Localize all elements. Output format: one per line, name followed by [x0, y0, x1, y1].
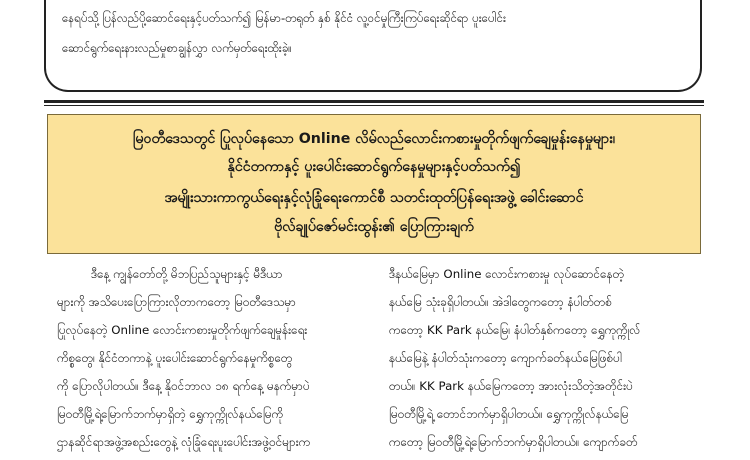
left-paragraph-line: ဒီနေ့ ကျွန်တော်တို့ မိဘပြည်သူများနှင့် မီဒီယာ — [91, 267, 283, 281]
headline-line-1: မြဝတီဒေသတွင် ပြုလုပ်နေသော Online လိမ်လည်လောင်းကစားမှုတိုက်ဖျက်ချေမှုန်းနေမှုများ၊ — [133, 131, 615, 147]
summary-line-1: နေရပ်သို့ ပြန်လည်ပို့ဆောင်ရေးနှင့်ပတ်သက်၍ မြန်မာ-တရုတ် နှစ် နိုင်ငံ လူ့ဝင်မှုကြီးကြပ်ရေးဆိုင်ရာ ပူးပေါင်း — [62, 11, 506, 25]
headline-line-3: အမျိုးသားကာကွယ်ရေးနှင့်လုံခြုံရေးကောင်စီ သတင်းထုတ်ပြန်ရေးအဖွဲ့ ခေါင်းဆောင် — [164, 190, 584, 206]
headline-box — [47, 114, 701, 254]
right-paragraph-line: နယ်မြေနဲ့ နံပါတ်သုံးကတော့ ကျောက်ခတ်နယ်မြေဖြစ်ပါ — [389, 351, 622, 365]
right-paragraph-line: ဒီနယ်မြေမှာ Online လောင်းကစားမှု လုပ်ဆောင်နေတဲ့ — [389, 267, 625, 281]
left-paragraph-line: ကိစ္စတွေ၊ နိုင်ငံတကာနဲ့ ပူးပေါင်းဆောင်ရွက်နေမှုကိစ္စတွေ — [57, 351, 293, 365]
left-paragraph-line: ပြုလုပ်နေတဲ့ Online လောင်းကစားမှုတိုက်ဖျက်ချေမှုန်းရေး — [57, 323, 308, 337]
headline-line-2: နိုင်ငံတကာနှင့် ပူးပေါင်းဆောင်ရွက်နေမှုများနှင့်ပတ်သက်၍ — [227, 159, 521, 175]
divider-thin — [44, 105, 704, 106]
right-paragraph-line: မြဝတီမြို့ရဲ့ တောင်ဘက်မှာရှိပါတယ်။ ရွှေကုက္ကိုလ်နယ်မြေ — [389, 407, 629, 421]
left-paragraph-line: မြဝတီမြို့ရဲ့မြောက်ဘက်မှာရှိတဲ့ ရွှေကုက္ကိုလ်နယ်မြေကို — [57, 407, 284, 421]
right-paragraph-line: ကတော့ မြဝတီမြို့ရဲ့မြောက်ဘက်မှာရှိပါတယ်။ ကျောက်ခတ် — [389, 435, 638, 449]
right-paragraph-line: ကတော့ KK Park နယ်မြေ၊ နံပါတ်နှစ်ကတော့ ရွှေကုက္ကိုလ် — [389, 323, 641, 337]
left-paragraph-line: များကို အသိပေးပြောကြားလိုတာကတော့ မြဝတီဒေသမှာ — [57, 295, 297, 309]
right-paragraph-line: တယ်။ KK Park နယ်မြေကတော့ အားလုံးသိတဲ့အတိုင်းပဲ — [389, 379, 633, 393]
left-paragraph-line: ကို ပြောလိုပါတယ်။ ဒီနေ့ နိုဝင်ဘာလ ၁၈ ရက်နေ့ မနက်မှာပဲ — [57, 379, 310, 393]
right-paragraph-line: နယ်မြေ သုံးခုရှိပါတယ်။ အဲဒါတွေကတော့ နံပါတ်တစ် — [389, 295, 612, 309]
summary-line-2: ဆောင်ရွက်ရေးနားလည်မှုစာချွန်လွှာ လက်မှတ်ရေးထိုးခဲ့။ — [62, 41, 292, 55]
left-paragraph-line: ဌာနဆိုင်ရာအဖွဲ့အစည်းတွေနဲ့ လုံခြုံရေးပူးပေါင်းအဖွဲ့ဝင်များက — [57, 435, 311, 449]
divider-thick — [44, 100, 704, 103]
headline-line-4: ဗိုလ်ချုပ်ဇော်မင်းထွန်း၏ ပြောကြားချက် — [274, 219, 474, 235]
